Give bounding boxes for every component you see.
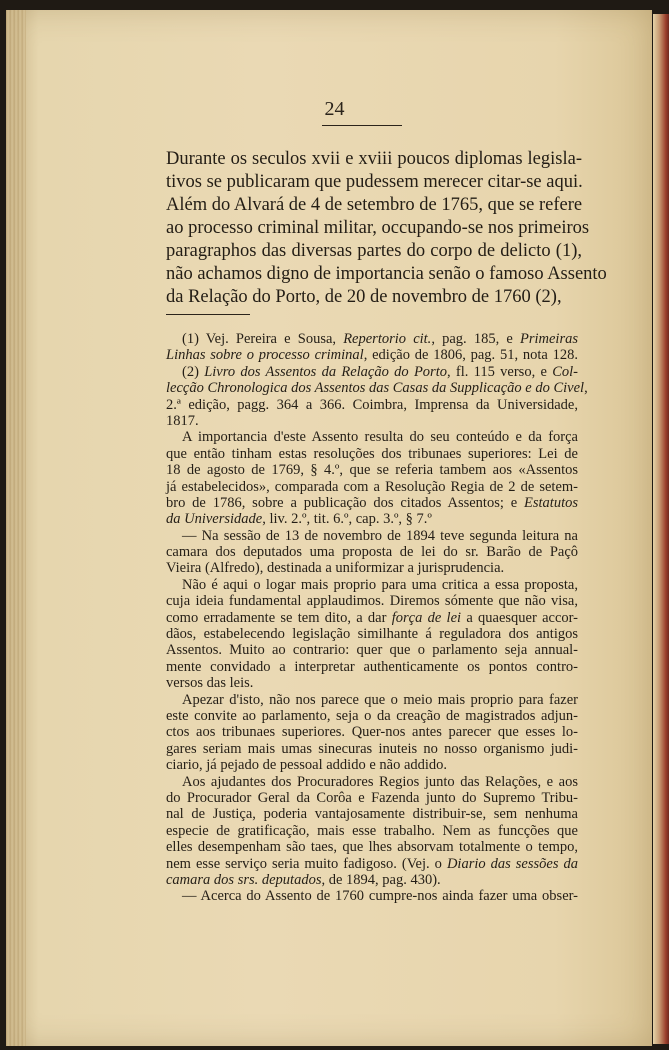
footnote-paragraph-line: 18 de agosto de 1769, § 4.º, que se referia tambem aos «Assentos [166,462,578,479]
main-line: Além do Alvará de 4 de setembro de 1765, que se refere [166,195,583,215]
main-text [166,148,607,309]
footnote-paragraph-line: já estabelecidos», comparada com a Resolução Regia de 2 de setem- [166,478,578,495]
footnote-paragraph-line: camara dos srs. deputados, de 1894, pag. 430). [166,871,441,888]
footnote-paragraph-line: A importancia d'este Assento resulta do seu conteúdo e da força [182,429,578,446]
main-line: Durante os seculos xvii e xviii poucos diplomas legisla- [166,149,582,169]
footnote-paragraph-line: do Procurador Geral da Corôa e Fazenda junto do Supremo Tribu- [166,789,578,806]
footnote-paragraph-line: nal de Justiça, poderia vantajosamente distribuir-se, sem nenhuma [166,806,578,823]
footnote-paragraph-line: Assentos. Muito ao contrario: quer que o parlamento seja annual- [166,642,578,659]
footnote-paragraph-line: — Na sessão de 13 de novembro de 1894 teve segunda leitura na [182,527,578,544]
footnote-paragraph-line: Vieira (Alfredo), destinada a uniformizar a jurisprudencia. [166,560,505,577]
footnote-paragraph-line: nem esse serviço seria muito fadigoso. (Vej. o Diario das sessões da [166,855,578,872]
footnote-paragraph-line: Aos ajudantes dos Procuradores Regios junto das Relações, e aos [182,773,578,790]
footnote-paragraph-line: bro de 1786, sobre a publicação dos citados Assentos; e Estatutos [166,494,579,511]
footnote-paragraph-line: ciario, já pejado de pessoal addido e não addido. [166,757,448,774]
footnote-paragraph-line: — Acerca do Assento de 1760 cumpre-nos ainda fazer uma obser- [182,888,578,905]
footnote-paragraph-line: mente convidado a interpretar authenticamente os pontos contro- [166,658,578,675]
footnote-paragraph-line: cuja ideia fundamental applaudimos. Diremos sómente que não visa, [166,593,578,610]
footnote-paragraph-line: como erradamente se tem dito, a dar força de lei a quaesquer accor- [166,609,578,626]
main-line: ao processo criminal militar, occupando-se nos primeiros [166,218,590,238]
footnote-paragraph-line: dãos, estabelecendo legislação similhante á reguladora dos antigos [166,626,578,643]
book-edge [653,14,669,1044]
footnote-2-line: 2.ª edição, pagg. 364 a 366. Coimbra, Imprensa da Universidade, [166,396,578,413]
footnote-2-line: (2) Livro dos Assentos da Relação do Porto, fl. 115 verso, e Col- [182,363,578,380]
footnote-1-line: (1) Vej. Pereira e Sousa, Repertorio cit., pag. 185, e Primeiras [182,331,578,347]
footnote-paragraph-line: versos das leis. [166,675,254,692]
main-line: não achamos digno de importancia senão o famoso Assento [166,264,607,284]
footnote-1-line: Linhas sobre o processo criminal, edição de 1806, pag. 51, nota 128. [166,347,578,364]
footnote-paragraph-line: este convite ao parlamento, seja o da creação de magistrados adjun- [166,707,578,724]
footnote-2-line: lecção Chronologica dos Assentos das Casas da Supplicação e do Civel, [166,380,588,397]
footnote-paragraph-line: ctos aos tribunaes superiores. Quer-nos antes parecer que esses lo- [166,724,578,741]
footnote-paragraph-line: camara dos deputados uma proposta de lei do sr. Barão de Paçô [166,544,578,561]
footnote-paragraph-line: especie de gratificação, mais esse trabalho. Nem as funcções que [166,822,578,839]
page-gutter [6,10,26,1046]
footnote-rule [166,314,250,315]
main-line: paragraphos das diversas partes do corpo de delicto (1), [166,241,582,261]
footnote-2-line: 1817. [166,412,199,429]
footnote-paragraph-line: Não é aqui o logar mais proprio para uma critica a essa proposta, [182,576,578,593]
main-line: da Relação do Porto, de 20 de novembro de 1760 (2), [166,287,562,307]
footnotes [166,331,588,905]
footnote-paragraph-line: gares seriam mais umas sinecuras inuteis no nosso organismo judi- [166,740,578,757]
footnote-paragraph-line: elles desempenham são taes, que lhes absorvam totalmente o tempo, [166,839,578,856]
page-number: 24 [324,98,345,120]
header-rule [322,125,402,126]
main-line: tivos se publicaram que pudessem merecer citar-se aqui. [166,172,583,192]
footnote-paragraph-line: da Universidade, liv. 2.º, tit. 6.º, cap. 3.º, § 7.º [166,511,432,528]
footnote-paragraph-line: que então tinham estas resoluções dos tribunaes superiores: Lei de [166,445,578,462]
footnote-paragraph-line: Apezar d'isto, não nos parece que o meio mais proprio para fazer [182,691,578,708]
